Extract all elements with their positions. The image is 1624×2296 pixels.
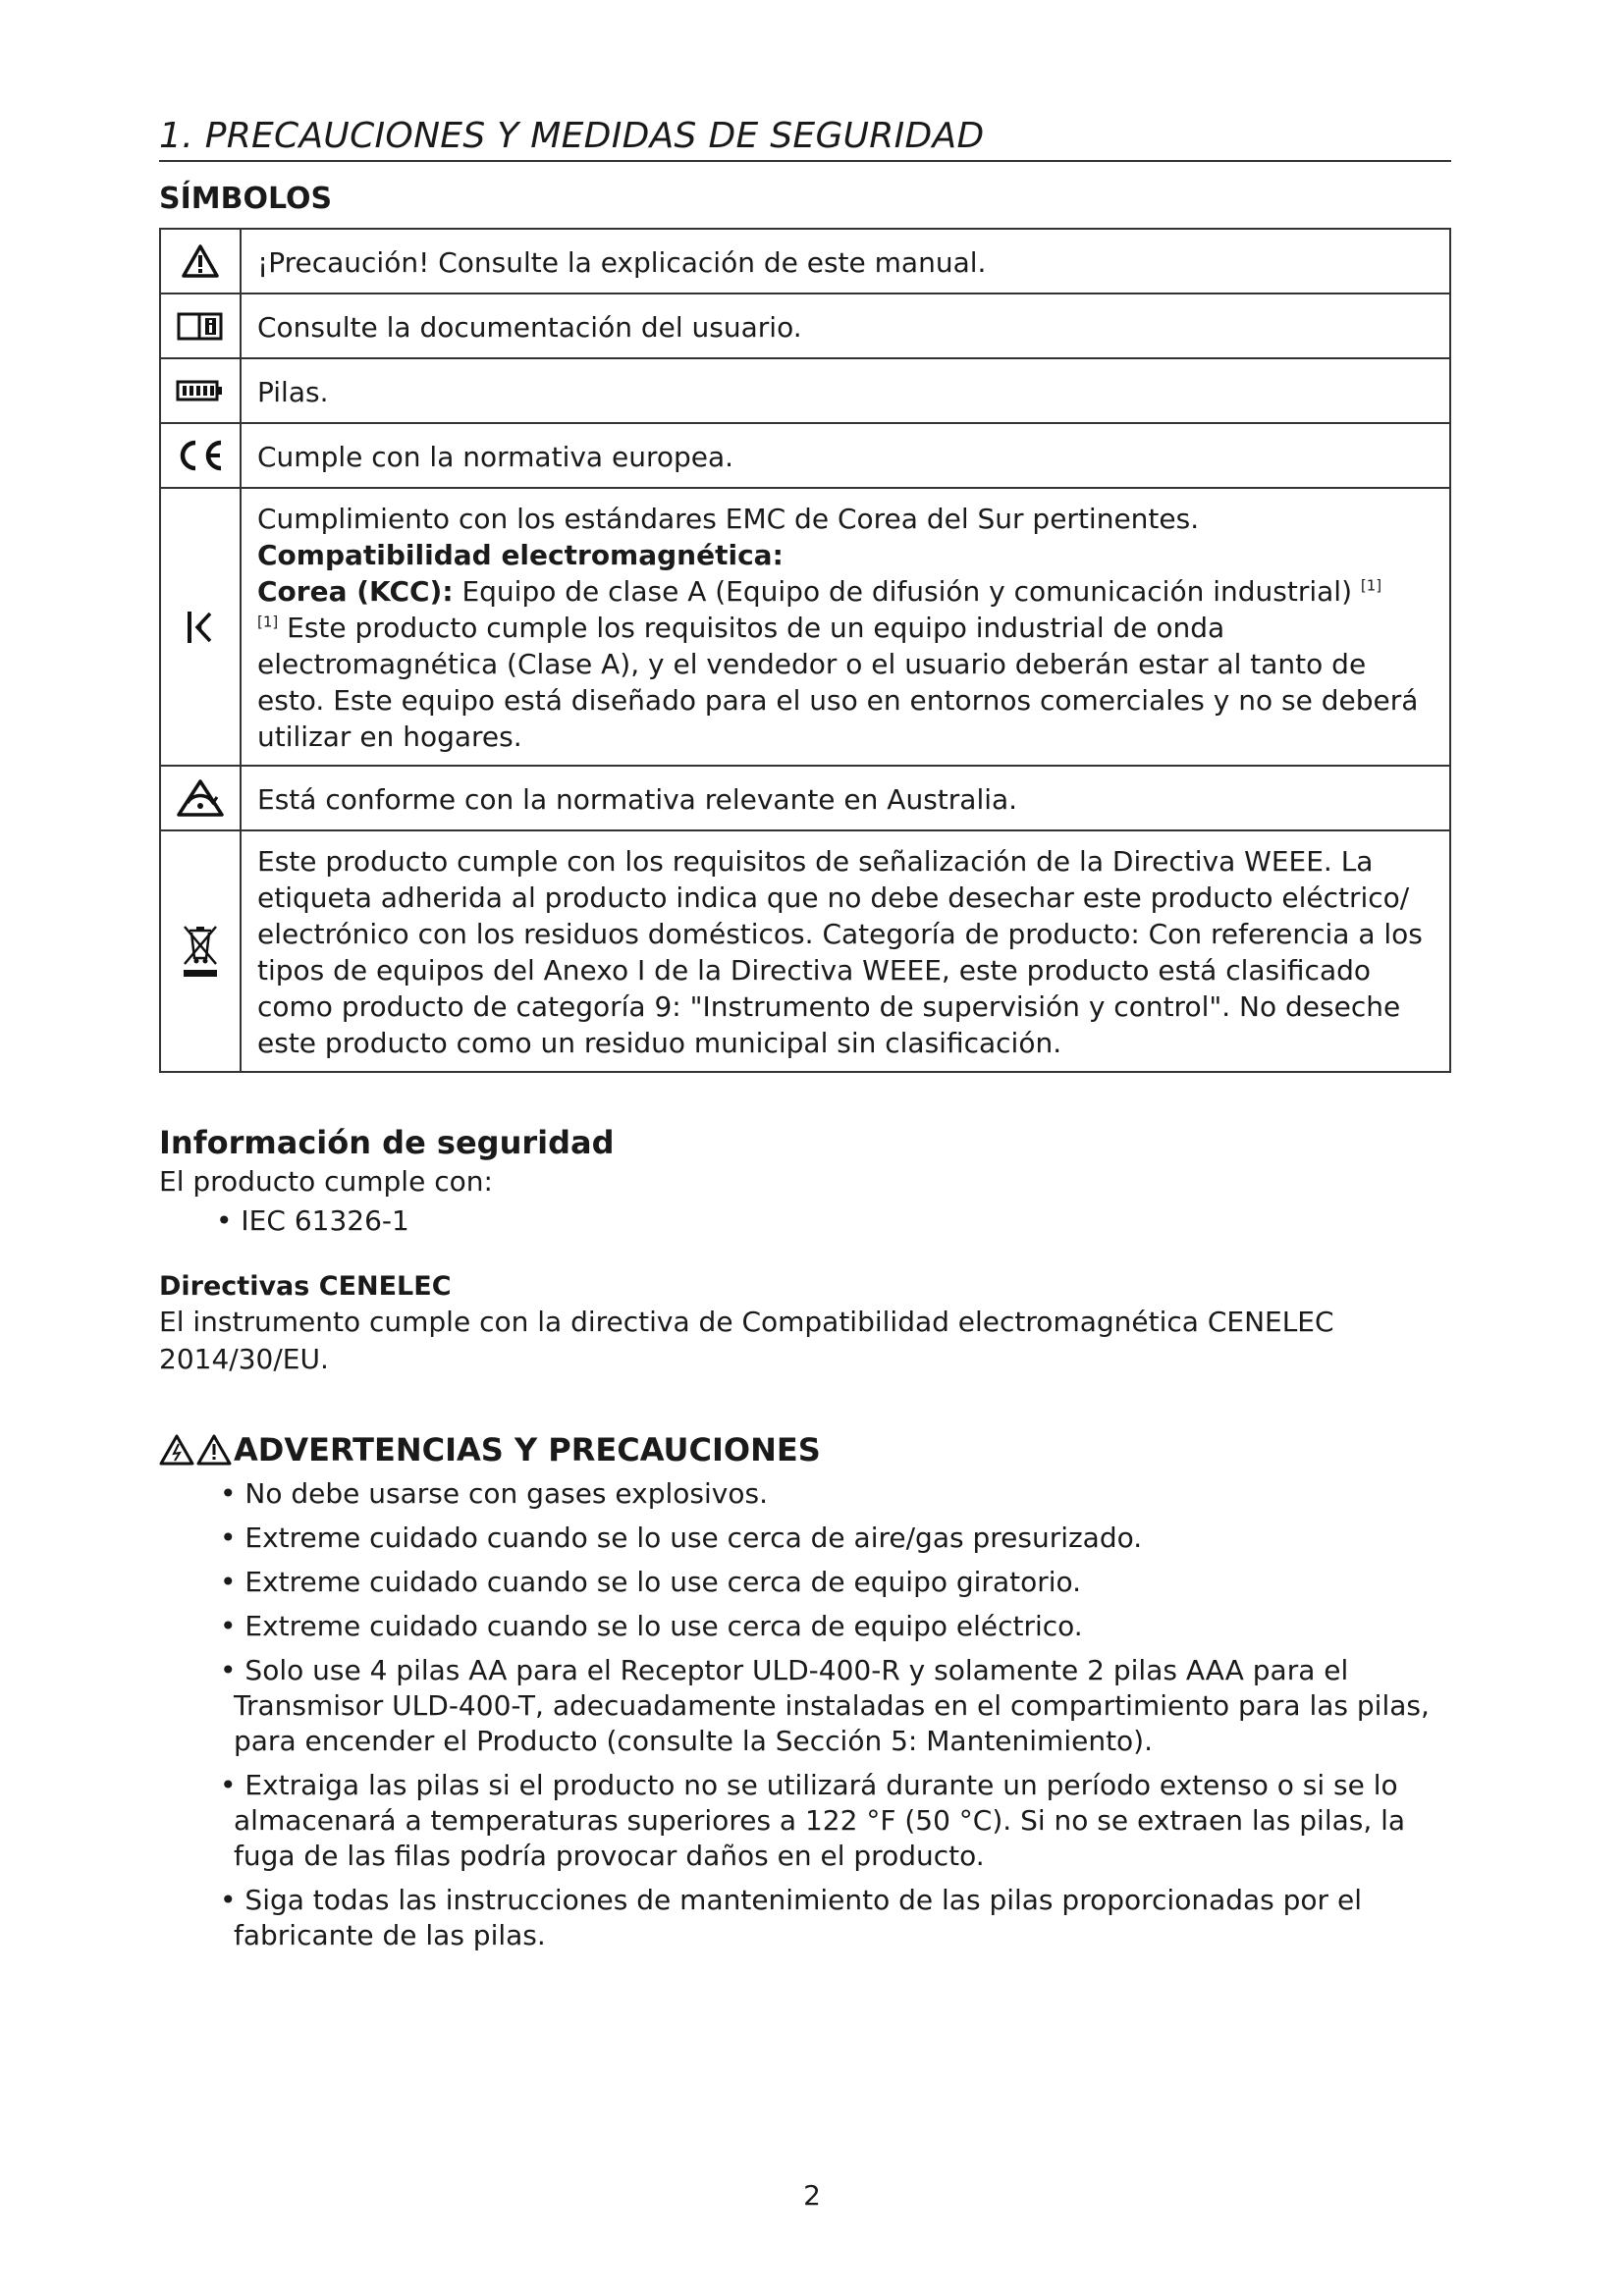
kcc-line-1: Cumplimiento con los estándares EMC de Corea del Sur pertinentes.: [257, 503, 1200, 535]
ce-mark-icon: [174, 438, 227, 473]
section-title: 1. PRECAUCIONES Y MEDIDAS DE SEGURIDAD: [159, 116, 1451, 162]
kcc-label: Corea (KCC):: [257, 575, 454, 608]
page-number: 2: [803, 2179, 821, 2212]
electric-hazard-icon: [159, 1434, 194, 1466]
symbol-row-weee: [160, 830, 1450, 1072]
standards-list: [159, 1202, 1451, 1240]
symbol-row-rcm: [160, 766, 1450, 830]
kc-mark-icon: [186, 608, 215, 647]
ce-text: Cumple con la normativa europea.: [241, 423, 1450, 488]
manual-book-icon: [176, 310, 225, 342]
warning-item: • Extreme cuidado cuando se lo use cerca de equipo eléctrico.: [220, 1610, 1083, 1642]
safety-info-title: Información de seguridad: [159, 1124, 615, 1161]
footnote-marker: [1]: [1360, 576, 1382, 595]
warnings-heading: [159, 1431, 1451, 1468]
crossed-bin-icon: [182, 923, 219, 980]
symbol-row-caution: [160, 229, 1450, 294]
weee-text: Este producto cumple con los requisitos de señalización de la Directiva WEEE. La etiqueta adherida al producto indica que no debe desechar este producto eléctrico/ electrónico con los residuos domésticos. Categoría de producto: Con referencia a los tipos de equipos del Anexo I de la Directiva WEEE, este producto está clasificado como producto de categoría 9: "Instrumento de supervisión y control". No deseche este producto como un residuo municipal sin clasificación.: [241, 830, 1450, 1072]
caution-text: ¡Precaución! Consulte la explicación de este manual.: [241, 229, 1450, 294]
symbol-row-ce: [160, 423, 1450, 488]
symbols-table: [159, 228, 1451, 1073]
kcc-line-3: [257, 573, 1434, 610]
cenelec-text: El instrumento cumple con la directiva de Compatibilidad electromagnética CENELEC 2014/30/EU.: [159, 1306, 1334, 1375]
kcc-class-text: Equipo de clase A (Equipo de difusión y comunicación industrial): [453, 575, 1361, 608]
kcc-footnote-text: Este producto cumple los requisitos de un equipo industrial de onda electromagnética (Clase A), y el vendedor o el usuario deberán estar al tanto de esto. Este equipo está diseñado para el uso en entornos comerciales y no se deberá utilizar en hogares.: [257, 612, 1419, 753]
symbol-row-battery: [160, 358, 1450, 423]
manual-page: [159, 116, 1451, 1962]
rcm-text: Está conforme con la normativa relevante en Australia.: [241, 766, 1450, 830]
battery-text: Pilas.: [241, 358, 1450, 423]
warning-item: • Extreme cuidado cuando se lo use cerca de aire/gas presurizado.: [220, 1522, 1143, 1554]
manual-text: Consulte la documentación del usuario.: [241, 294, 1450, 358]
symbol-row-manual: [160, 294, 1450, 358]
cenelec-title: Directivas CENELEC: [159, 1271, 452, 1302]
safety-info-intro: El producto cumple con:: [159, 1165, 493, 1198]
symbol-row-kcc: [160, 488, 1450, 766]
warning-item: • Siga todas las instrucciones de mantenimiento de las pilas proporcionadas por el fabricante de las pilas.: [220, 1884, 1362, 1951]
warning-triangle-icon: [196, 1434, 232, 1466]
battery-icon: [176, 380, 225, 401]
warning-item: • Extreme cuidado cuando se lo use cerca de equipo giratorio.: [220, 1566, 1082, 1598]
kcc-description: [241, 488, 1450, 766]
rcm-mark-icon: [176, 778, 225, 818]
warnings-list: [159, 1476, 1451, 1953]
standard-item: • IEC 61326-1: [216, 1204, 409, 1237]
kcc-footnote: [257, 610, 1434, 755]
footnote-marker: [1]: [257, 613, 279, 631]
kcc-line-2: Compatibilidad electromagnética:: [257, 539, 784, 571]
warning-triangle-icon: [182, 244, 219, 278]
warning-item: • No debe usarse con gases explosivos.: [220, 1477, 768, 1510]
warning-item: • Solo use 4 pilas AA para el Receptor ULD-400-R y solamente 2 pilas AAA para el Transmisor ULD-400-T, adecuadamente instaladas en el compartimiento para las pilas, para encender el Producto (consulte la Sección 5: Mantenimiento).: [220, 1654, 1430, 1757]
warning-item: • Extraiga las pilas si el producto no se utilizará durante un período extenso o si se lo almacenará a temperaturas superiores a 122 °F (50 °C). Si no se extraen las pilas, la fuga de las filas podría provocar daños en el producto.: [220, 1769, 1406, 1872]
warnings-title: ADVERTENCIAS Y PRECAUCIONES: [234, 1431, 821, 1468]
symbols-heading: SÍMBOLOS: [159, 182, 333, 216]
